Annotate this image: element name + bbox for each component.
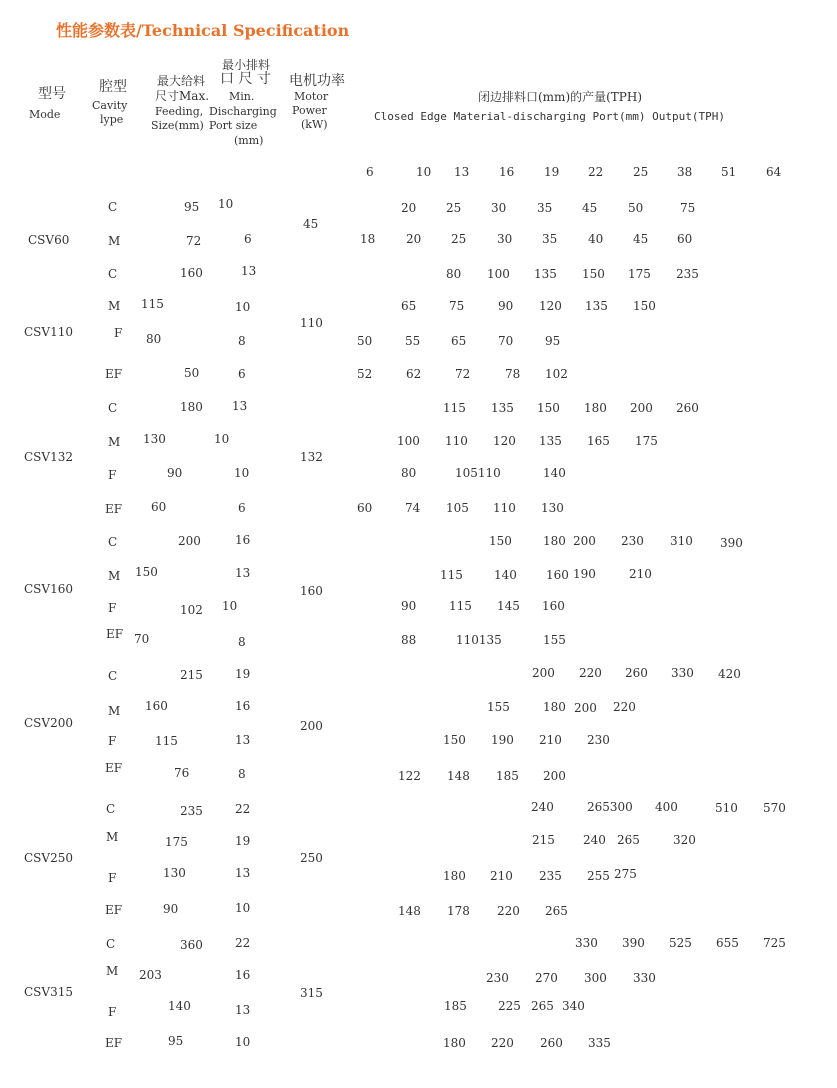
output-value: 110 bbox=[493, 501, 516, 515]
output-value: 35 bbox=[542, 232, 558, 246]
cavity-type: F bbox=[108, 601, 117, 615]
model-name: CSV200 bbox=[24, 716, 73, 730]
output-value: 90 bbox=[401, 599, 417, 613]
feed-size: 95 bbox=[168, 1034, 184, 1048]
output-value: 330 bbox=[671, 666, 694, 680]
output-value: 265300 bbox=[587, 800, 633, 814]
output-value: 120 bbox=[493, 434, 516, 448]
min-discharge: 6 bbox=[244, 232, 252, 246]
output-value: 72 bbox=[455, 367, 471, 381]
output-value: 190 bbox=[573, 567, 596, 581]
output-value: 110135 bbox=[456, 633, 502, 647]
motor-power: 250 bbox=[300, 851, 323, 865]
motor-power: 160 bbox=[300, 584, 323, 598]
output-value: 255 bbox=[587, 869, 610, 883]
output-value: 220 bbox=[497, 904, 520, 918]
output-value: 200 bbox=[532, 666, 555, 680]
output-value: 105110 bbox=[455, 466, 501, 480]
min-discharge: 8 bbox=[238, 635, 246, 649]
output-value: 30 bbox=[491, 201, 507, 215]
output-value: 725 bbox=[763, 936, 786, 950]
output-value: 155 bbox=[487, 700, 510, 714]
port-size: 22 bbox=[588, 165, 604, 179]
feed-size: 60 bbox=[151, 500, 167, 514]
output-value: 75 bbox=[680, 201, 696, 215]
motor-power: 110 bbox=[300, 316, 323, 330]
header-dis-en2: Discharging bbox=[209, 105, 277, 118]
min-discharge: 13 bbox=[235, 866, 251, 880]
output-value: 95 bbox=[545, 334, 561, 348]
output-value: 230 bbox=[587, 733, 610, 747]
output-value: 510 bbox=[715, 801, 738, 815]
output-value: 45 bbox=[582, 201, 598, 215]
cavity-type: M bbox=[108, 569, 121, 583]
min-discharge: 10 bbox=[222, 599, 238, 613]
output-value: 115 bbox=[449, 599, 472, 613]
port-size: 6 bbox=[366, 165, 374, 179]
output-value: 330 bbox=[575, 936, 598, 950]
output-value: 420 bbox=[718, 667, 741, 681]
feed-size: 80 bbox=[146, 332, 162, 346]
output-value: 320 bbox=[673, 833, 696, 847]
header-dis-en4: (mm) bbox=[234, 134, 264, 147]
output-value: 260 bbox=[676, 401, 699, 415]
feed-size: 50 bbox=[184, 366, 200, 380]
cavity-type: C bbox=[108, 669, 118, 683]
output-value: 265 bbox=[617, 833, 640, 847]
output-value: 150 bbox=[489, 534, 512, 548]
output-value: 180 bbox=[543, 534, 566, 548]
feed-size: 130 bbox=[163, 866, 186, 880]
output-value: 148 bbox=[398, 904, 421, 918]
output-value: 75 bbox=[449, 299, 465, 313]
output-value: 210 bbox=[490, 869, 513, 883]
header-output-zh: 闭边排料口(mm)的产量(TPH) bbox=[478, 90, 643, 104]
min-discharge: 19 bbox=[235, 834, 251, 848]
port-size: 13 bbox=[454, 165, 470, 179]
min-discharge: 13 bbox=[235, 566, 251, 580]
model-name: CSV132 bbox=[24, 450, 73, 464]
model-name: CSV60 bbox=[28, 233, 70, 247]
output-value: 215 bbox=[532, 833, 555, 847]
output-value: 120 bbox=[539, 299, 562, 313]
output-value: 220 bbox=[613, 700, 636, 714]
header-feed-en2: Size(mm) bbox=[151, 119, 204, 132]
output-value: 78 bbox=[505, 367, 521, 381]
cavity-type: EF bbox=[105, 903, 123, 917]
output-value: 80 bbox=[446, 267, 462, 281]
feed-size: 150 bbox=[135, 565, 158, 579]
output-value: 135 bbox=[585, 299, 608, 313]
output-value: 230 bbox=[621, 534, 644, 548]
output-value: 230 bbox=[486, 971, 509, 985]
output-value: 165 bbox=[587, 434, 610, 448]
output-value: 160 bbox=[546, 568, 569, 582]
feed-size: 130 bbox=[143, 432, 166, 446]
output-value: 140 bbox=[543, 466, 566, 480]
output-value: 150 bbox=[582, 267, 605, 281]
output-value: 40 bbox=[588, 232, 604, 246]
min-discharge: 8 bbox=[238, 334, 246, 348]
output-value: 310 bbox=[670, 534, 693, 548]
feed-size: 90 bbox=[163, 902, 179, 916]
output-value: 90 bbox=[498, 299, 514, 313]
cavity-type: M bbox=[108, 435, 121, 449]
output-value: 18 bbox=[360, 232, 376, 246]
cavity-type: EF bbox=[105, 367, 123, 381]
output-value: 70 bbox=[498, 334, 514, 348]
output-value: 62 bbox=[406, 367, 422, 381]
output-value: 655 bbox=[716, 936, 739, 950]
port-size: 38 bbox=[677, 165, 693, 179]
min-discharge: 13 bbox=[235, 1003, 251, 1017]
cavity-type: F bbox=[108, 734, 117, 748]
output-value: 115 bbox=[443, 401, 466, 415]
output-value: 400 bbox=[655, 800, 678, 814]
header-model-zh: 型号 bbox=[38, 86, 66, 102]
output-value: 200 bbox=[630, 401, 653, 415]
min-discharge: 10 bbox=[235, 1035, 251, 1049]
output-value: 100 bbox=[487, 267, 510, 281]
output-value: 130 bbox=[541, 501, 564, 515]
cavity-type: C bbox=[108, 200, 118, 214]
output-value: 100 bbox=[397, 434, 420, 448]
output-value: 25 bbox=[446, 201, 462, 215]
min-discharge: 10 bbox=[218, 197, 234, 211]
header-cavity-en2: lype bbox=[100, 113, 124, 126]
output-value: 80 bbox=[401, 466, 417, 480]
output-value: 135 bbox=[491, 401, 514, 415]
output-value: 178 bbox=[447, 904, 470, 918]
cavity-type: M bbox=[108, 234, 121, 248]
output-value: 175 bbox=[635, 434, 658, 448]
cavity-type: EF bbox=[106, 627, 124, 641]
output-value: 525 bbox=[669, 936, 692, 950]
port-size: 19 bbox=[544, 165, 560, 179]
min-discharge: 13 bbox=[232, 399, 248, 413]
output-value: 210 bbox=[539, 733, 562, 747]
output-value: 65 bbox=[451, 334, 467, 348]
model-name: CSV315 bbox=[24, 985, 73, 999]
header-motor-en3: (kW) bbox=[301, 118, 328, 131]
min-discharge: 10 bbox=[214, 432, 230, 446]
header-cavity-en1: Cavity bbox=[92, 99, 128, 112]
output-value: 110 bbox=[445, 434, 468, 448]
header-dis-en1: Min. bbox=[229, 90, 255, 103]
output-value: 200 bbox=[543, 769, 566, 783]
output-value: 240 bbox=[531, 800, 554, 814]
output-value: 20 bbox=[401, 201, 417, 215]
output-value: 25 bbox=[451, 232, 467, 246]
output-value: 155 bbox=[543, 633, 566, 647]
output-value: 60 bbox=[677, 232, 693, 246]
feed-size: 76 bbox=[174, 766, 190, 780]
output-value: 102 bbox=[545, 367, 568, 381]
feed-size: 115 bbox=[155, 734, 178, 748]
output-value: 330 bbox=[633, 971, 656, 985]
port-size: 25 bbox=[633, 165, 649, 179]
header-feed-zh1: 最大给料 bbox=[157, 74, 206, 88]
min-discharge: 10 bbox=[234, 466, 250, 480]
output-value: 50 bbox=[628, 201, 644, 215]
output-value: 175 bbox=[628, 267, 651, 281]
output-value: 185 bbox=[496, 769, 519, 783]
output-value: 270 bbox=[535, 971, 558, 985]
cavity-type: C bbox=[106, 802, 116, 816]
output-value: 390 bbox=[720, 536, 743, 550]
output-value: 180 bbox=[584, 401, 607, 415]
min-discharge: 8 bbox=[238, 767, 246, 781]
cavity-type: F bbox=[108, 871, 117, 885]
output-value: 115 bbox=[440, 568, 463, 582]
output-value: 200 bbox=[573, 534, 596, 548]
header-model-en: Mode bbox=[29, 108, 61, 121]
output-value: 185 bbox=[444, 999, 467, 1013]
feed-size: 215 bbox=[180, 668, 203, 682]
output-value: 220 bbox=[579, 666, 602, 680]
output-value: 265 bbox=[531, 999, 554, 1013]
header-dis-en3: Port size bbox=[209, 119, 258, 132]
header-dis-zh1: 最小排料 bbox=[222, 58, 271, 72]
output-value: 210 bbox=[629, 567, 652, 581]
cavity-type: M bbox=[108, 704, 121, 718]
output-value: 180 bbox=[543, 700, 566, 714]
feed-size: 360 bbox=[180, 938, 203, 952]
header-feed-zh2: 尺寸Max. bbox=[155, 89, 210, 103]
feed-size: 70 bbox=[134, 632, 150, 646]
feed-size: 200 bbox=[178, 534, 201, 548]
output-value: 88 bbox=[401, 633, 417, 647]
cavity-type: C bbox=[108, 267, 118, 281]
feed-size: 203 bbox=[139, 968, 162, 982]
output-value: 260 bbox=[625, 666, 648, 680]
output-value: 180 bbox=[443, 1036, 466, 1050]
output-value: 74 bbox=[405, 501, 421, 515]
header-motor-zh: 电机功率 bbox=[289, 73, 345, 89]
header-motor-en2: Power bbox=[292, 104, 327, 117]
output-value: 300 bbox=[584, 971, 607, 985]
output-value: 65 bbox=[401, 299, 417, 313]
port-size: 10 bbox=[416, 165, 432, 179]
output-value: 260 bbox=[540, 1036, 563, 1050]
feed-size: 115 bbox=[141, 297, 164, 311]
min-discharge: 16 bbox=[235, 699, 251, 713]
output-value: 52 bbox=[357, 367, 373, 381]
output-value: 150 bbox=[443, 733, 466, 747]
feed-size: 160 bbox=[145, 699, 168, 713]
header-motor-en1: Motor bbox=[294, 90, 329, 103]
output-value: 265 bbox=[545, 904, 568, 918]
output-value: 190 bbox=[491, 733, 514, 747]
output-value: 135 bbox=[539, 434, 562, 448]
header-dis-zh2: 口 尺 寸 bbox=[220, 71, 271, 87]
header-cavity-zh: 腔型 bbox=[99, 79, 127, 95]
feed-size: 180 bbox=[180, 400, 203, 414]
feed-size: 160 bbox=[180, 266, 203, 280]
output-value: 240 bbox=[583, 833, 606, 847]
min-discharge: 10 bbox=[235, 300, 251, 314]
motor-power: 200 bbox=[300, 719, 323, 733]
min-discharge: 16 bbox=[235, 533, 251, 547]
output-value: 180 bbox=[443, 869, 466, 883]
cavity-type: F bbox=[108, 468, 117, 482]
min-discharge: 16 bbox=[235, 968, 251, 982]
output-value: 30 bbox=[497, 232, 513, 246]
cavity-type: EF bbox=[105, 502, 123, 516]
output-value: 150 bbox=[633, 299, 656, 313]
feed-size: 102 bbox=[180, 603, 203, 617]
cavity-type: C bbox=[106, 937, 116, 951]
feed-size: 235 bbox=[180, 804, 203, 818]
cavity-type: EF bbox=[105, 1036, 123, 1050]
output-value: 150 bbox=[537, 401, 560, 415]
cavity-type: EF bbox=[105, 761, 123, 775]
feed-size: 90 bbox=[167, 466, 183, 480]
output-value: 220 bbox=[491, 1036, 514, 1050]
cavity-type: C bbox=[108, 535, 118, 549]
output-value: 335 bbox=[588, 1036, 611, 1050]
output-value: 390 bbox=[622, 936, 645, 950]
output-value: 140 bbox=[494, 568, 517, 582]
cavity-type: M bbox=[106, 964, 119, 978]
cavity-type: M bbox=[106, 830, 119, 844]
output-value: 60 bbox=[357, 501, 373, 515]
min-discharge: 22 bbox=[235, 802, 251, 816]
output-value: 20 bbox=[406, 232, 422, 246]
output-value: 275 bbox=[614, 867, 637, 881]
cavity-type: M bbox=[108, 299, 121, 313]
min-discharge: 6 bbox=[238, 501, 246, 515]
min-discharge: 13 bbox=[241, 264, 257, 278]
output-value: 145 bbox=[497, 599, 520, 613]
port-size: 51 bbox=[721, 165, 737, 179]
output-value: 135 bbox=[534, 267, 557, 281]
output-value: 340 bbox=[562, 999, 585, 1013]
min-discharge: 22 bbox=[235, 936, 251, 950]
output-value: 148 bbox=[447, 769, 470, 783]
feed-size: 72 bbox=[186, 234, 202, 248]
page-title: 性能参数表/Technical Specification bbox=[56, 21, 350, 40]
min-discharge: 13 bbox=[235, 733, 251, 747]
motor-power: 315 bbox=[300, 986, 323, 1000]
motor-power: 132 bbox=[300, 450, 323, 464]
output-value: 200 bbox=[574, 701, 597, 715]
output-value: 235 bbox=[676, 267, 699, 281]
motor-power: 45 bbox=[303, 217, 319, 231]
min-discharge: 10 bbox=[235, 901, 251, 915]
header-output-en: Closed Edge Material-discharging Port(mm) Output(TPH) bbox=[374, 110, 725, 123]
model-name: CSV110 bbox=[24, 325, 73, 339]
header-feed-en1: Feeding, bbox=[155, 105, 204, 118]
output-value: 570 bbox=[763, 801, 786, 815]
output-value: 35 bbox=[537, 201, 553, 215]
min-discharge: 19 bbox=[235, 667, 251, 681]
port-size: 64 bbox=[766, 165, 782, 179]
feed-size: 175 bbox=[165, 835, 188, 849]
cavity-type: C bbox=[108, 401, 118, 415]
feed-size: 95 bbox=[184, 200, 200, 214]
model-name: CSV250 bbox=[24, 851, 73, 865]
min-discharge: 6 bbox=[238, 367, 246, 381]
output-value: 122 bbox=[398, 769, 421, 783]
output-value: 235 bbox=[539, 869, 562, 883]
output-value: 105 bbox=[446, 501, 469, 515]
output-value: 55 bbox=[405, 334, 421, 348]
feed-size: 140 bbox=[168, 999, 191, 1013]
output-value: 160 bbox=[542, 599, 565, 613]
output-value: 50 bbox=[357, 334, 373, 348]
port-size: 16 bbox=[499, 165, 515, 179]
cavity-type: F bbox=[114, 326, 123, 340]
output-value: 45 bbox=[633, 232, 649, 246]
output-value: 225 bbox=[498, 999, 521, 1013]
model-name: CSV160 bbox=[24, 582, 73, 596]
cavity-type: F bbox=[108, 1005, 117, 1019]
